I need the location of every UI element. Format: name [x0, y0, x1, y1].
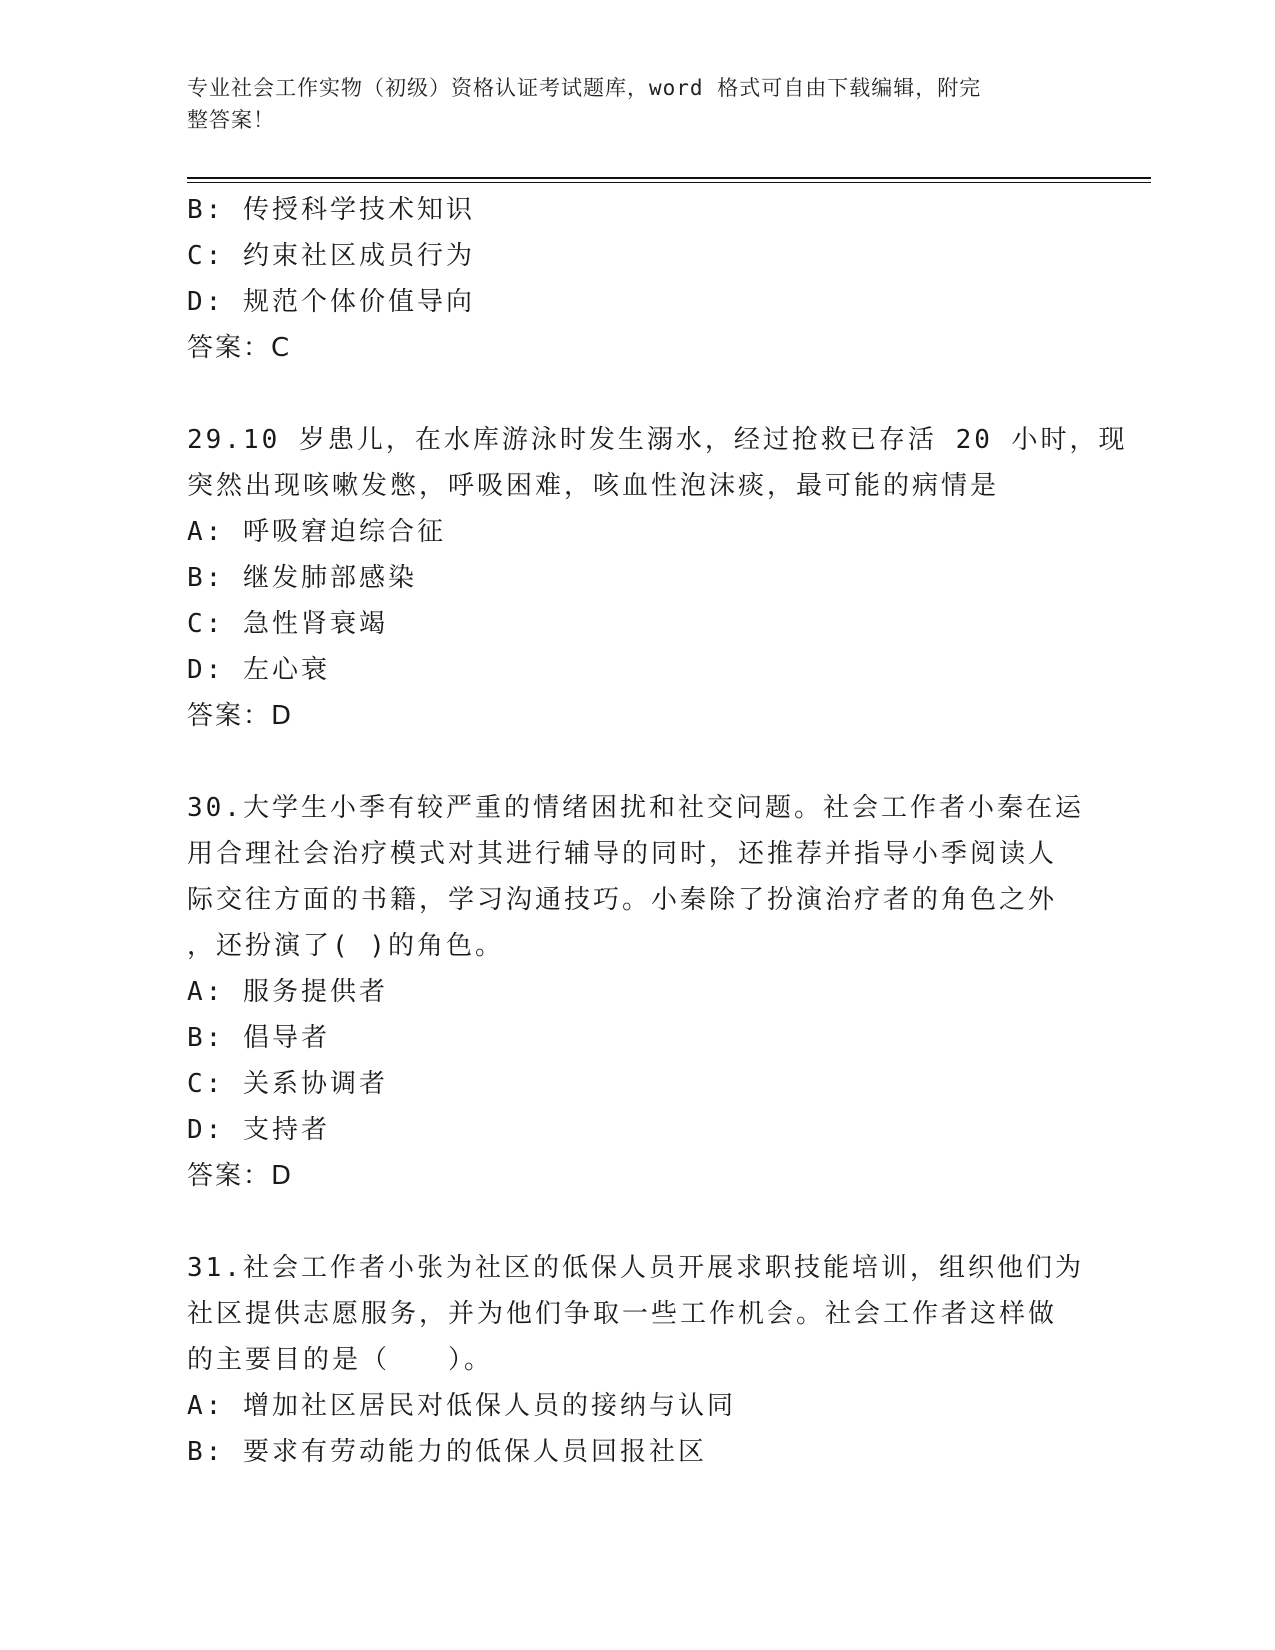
header-line-2: 整答案！ [187, 108, 275, 132]
option-d: D: 左心衰 [187, 655, 330, 685]
option-c: C: 关系协调者 [187, 1069, 388, 1099]
spacer [187, 1199, 1077, 1245]
option-b: B: 传授科学技术知识 [187, 195, 475, 225]
question-stem-line: 突然出现咳嗽发憋，呼吸困难，咳血性泡沫痰，最可能的病情是 [187, 471, 1000, 501]
document-header [187, 72, 1067, 136]
option-c: C: 急性肾衰竭 [187, 609, 388, 639]
question-stem-line: 际交往方面的书籍，学习沟通技巧。小秦除了扮演治疗者的角色之外 [187, 885, 1058, 915]
option-a: A: 增加社区居民对低保人员的接纳与认同 [187, 1391, 736, 1421]
question-stem-line: 社区提供志愿服务，并为他们争取一些工作机会。社会工作者这样做 [187, 1299, 1058, 1329]
question-29 [187, 417, 1128, 739]
question-stem-line: 29.10 岁患儿，在水库游泳时发生溺水，经过抢救已存活 20 小时，现 [187, 425, 1128, 455]
spacer [187, 739, 1077, 785]
answer-line: 答案：D [187, 1161, 294, 1191]
header-divider-thick [187, 177, 1151, 179]
question-stem-line: ，还扮演了( )的角色。 [187, 931, 504, 961]
question-stem-line: 的主要目的是（ ）。 [187, 1345, 494, 1375]
question-30 [187, 785, 1084, 1199]
option-a: A: 呼吸窘迫综合征 [187, 517, 446, 547]
question-stem-line: 用合理社会治疗模式对其进行辅导的同时，还推荐并指导小季阅读人 [187, 839, 1058, 869]
option-d: D: 规范个体价值导向 [187, 287, 475, 317]
answer-line: 答案：C [187, 333, 292, 363]
header-line-1: 专业社会工作实物（初级）资格认证考试题库，word 格式可自由下载编辑，附完 [187, 76, 982, 100]
question-28-tail [187, 187, 1077, 371]
option-b: B: 要求有劳动能力的低保人员回报社区 [187, 1437, 707, 1467]
header-divider-thin [187, 182, 1151, 183]
question-stem-line: 31.社会工作者小张为社区的低保人员开展求职技能培训，组织他们为 [187, 1253, 1084, 1283]
answer-line: 答案：D [187, 701, 294, 731]
option-a: A: 服务提供者 [187, 977, 388, 1007]
option-b: B: 继发肺部感染 [187, 563, 417, 593]
option-b: B: 倡导者 [187, 1023, 330, 1053]
question-content [187, 187, 1128, 1475]
spacer [187, 371, 1077, 417]
option-d: D: 支持者 [187, 1115, 330, 1145]
question-31 [187, 1245, 1084, 1475]
question-stem-line: 30.大学生小季有较严重的情绪困扰和社交问题。社会工作者小秦在运 [187, 793, 1084, 823]
option-c: C: 约束社区成员行为 [187, 241, 475, 271]
